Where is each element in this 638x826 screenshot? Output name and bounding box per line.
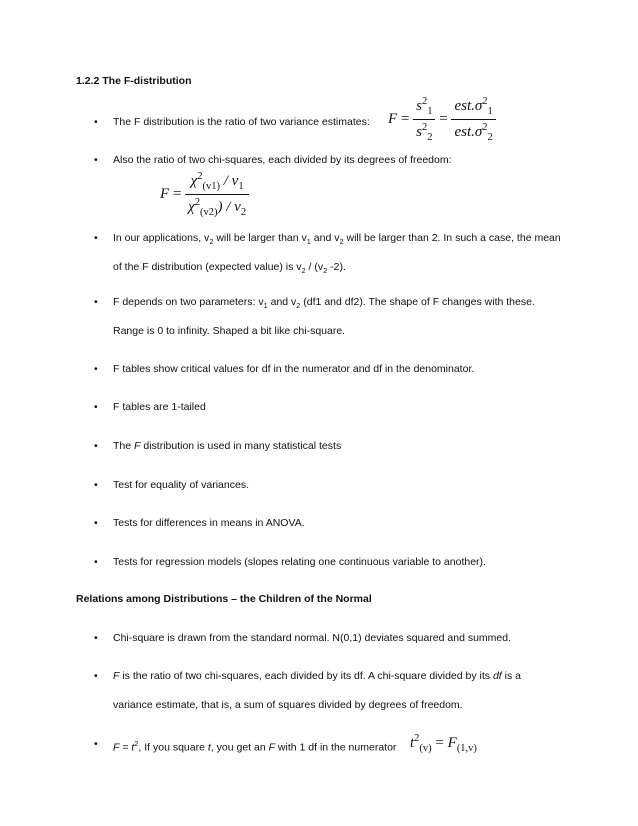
item-text: The F distribution is used in many statistical tests xyxy=(113,440,342,452)
item-text: Test for equality of variances. xyxy=(113,479,249,491)
item-text: F tables show critical values for df in the numerator and df in the denominator. xyxy=(113,363,475,375)
bullet: • xyxy=(94,738,98,750)
item-text: F depends on two parameters: $v_1$ and $v_2$ (df1 and df2). The shape of F changes with these. xyxy=(113,296,535,311)
item-text: Also the ratio of two chi-squares, each divided by its degrees of freedom: xyxy=(113,154,452,166)
subheading: Relations among Distributions – the Children of the Normal xyxy=(76,593,372,605)
bullet: • xyxy=(94,479,98,491)
bullet: • xyxy=(94,670,98,682)
bullet: • xyxy=(94,517,98,529)
equation-f-chi-square-ratio: F = $\frac{\chi^2_{(v1)} / v_1}{\chi^2_{(v2)}) / v_2}$ xyxy=(160,171,249,218)
bullet: • xyxy=(94,154,98,166)
bullet: • xyxy=(94,116,98,128)
item-text: F is the ratio of two chi-squares, each divided by its df. A chi-square divided by its df is a xyxy=(113,670,521,682)
item-text: Tests for regression models (slopes relating one continuous variable to another). xyxy=(113,556,486,568)
bullet: • xyxy=(94,556,98,568)
bullet: • xyxy=(94,363,98,375)
item-text: Tests for differences in means in ANOVA. xyxy=(113,517,305,529)
bullet: • xyxy=(94,632,98,644)
bullet: • xyxy=(94,440,98,452)
equation-t-squared: $t^2_{(v)} = F_{(1,v)}$ xyxy=(410,733,477,754)
bullet: • xyxy=(94,232,98,244)
equation-f-variance-ratio: F = $\frac{s^2_1}{s^2_2}$ = $\frac{est.\sigma^2_1}{est.\sigma^2_2}$ xyxy=(388,96,496,143)
item-text: Chi-square is drawn from the standard normal. N(0,1) deviates squared and summed. xyxy=(113,632,512,644)
bullet: • xyxy=(94,401,98,413)
bullet: • xyxy=(94,296,98,308)
item-text-continued: variance estimate, that is, a sum of squares divided by degrees of freedom. xyxy=(113,699,463,711)
item-text: In our applications, $v_2$ will be larger than $v_1$ and $v_2$ will be larger than 2. In such a case, the mean xyxy=(113,232,561,247)
item-text-continued: Range is 0 to infinity. Shaped a bit like chi-square. xyxy=(113,325,346,337)
item-text: The F distribution is the ratio of two variance estimates: xyxy=(113,116,370,128)
item-text: $F = t^2$, If you square t, you get an F with 1 df in the numerator xyxy=(113,739,397,754)
item-text-continued: of the F distribution (expected value) is $v_2 / (v_2$ -2). xyxy=(113,261,346,276)
section-heading: 1.2.2 The F-distribution xyxy=(76,75,192,87)
item-text: F tables are 1-tailed xyxy=(113,401,206,413)
